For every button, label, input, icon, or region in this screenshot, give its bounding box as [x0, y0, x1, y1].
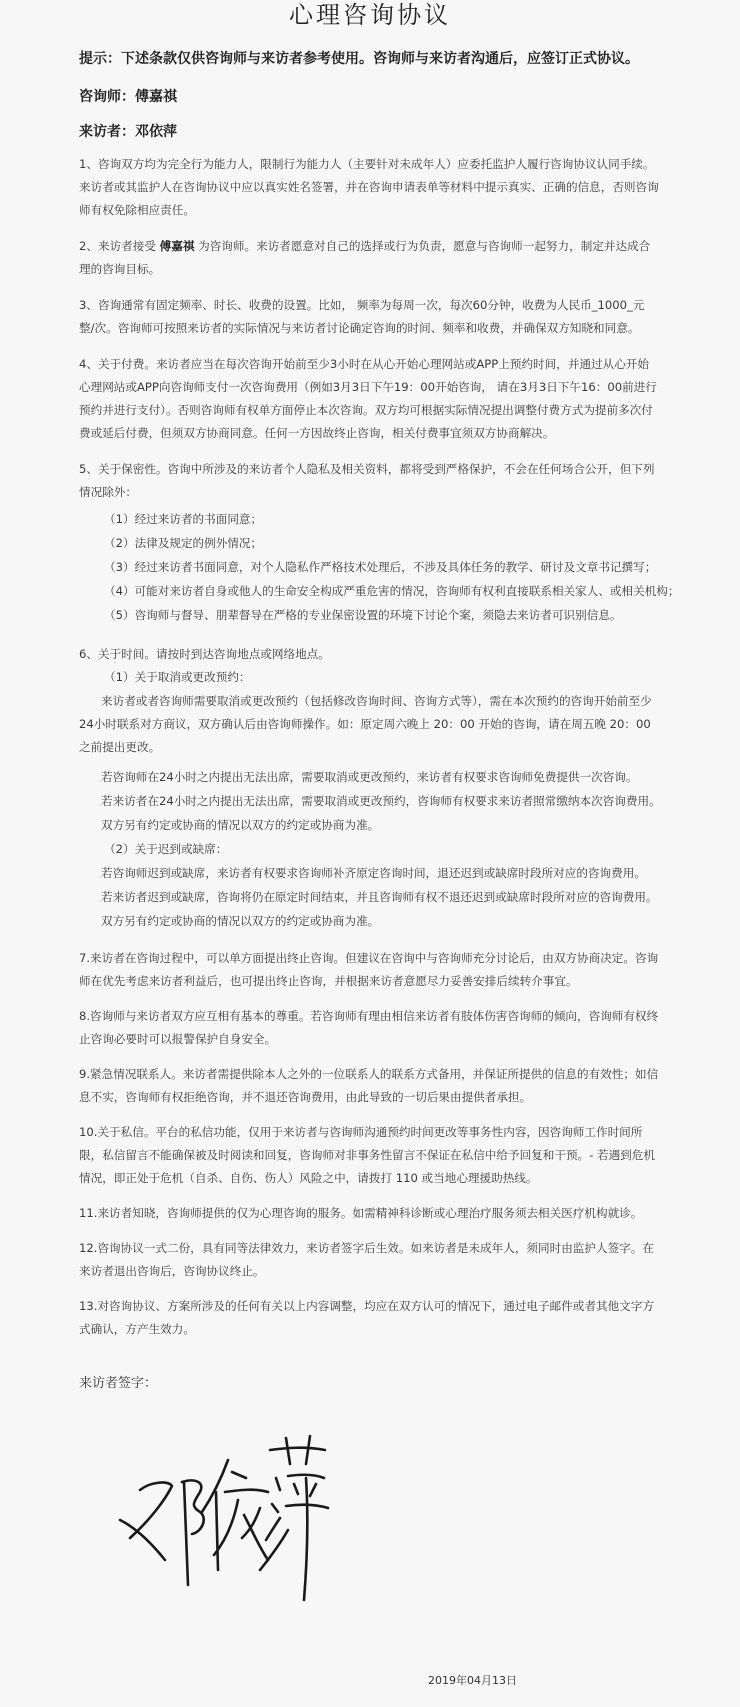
clause-3: 3、咨询通常有固定频率、时长、收费的设置。比如， 频率为每周一次，每次60分钟，收费为人民币_1000_元整/次。咨询师可按照来访者的实际情况与来访者讨论确定咨询的时间、频率和收费，并确保双方知晓和同意。 — [79, 298, 645, 335]
clause-2 — [79, 235, 659, 281]
client-line: 来访者：邓依萍 — [79, 124, 177, 140]
counselor-line: 咨询师：傅嘉祺 — [79, 89, 177, 105]
clause-11: 11.来访者知晓，咨询师提供的仅为心理咨询的服务。如需精神科诊断或心理治疗服务须去相关医疗机构就诊。 — [79, 1206, 643, 1220]
clause-5-item: （2）法律及规定的例外情况； — [104, 536, 263, 550]
clause-6-sub1-para: 来访者或者咨询师需要取消或更改预约（包括修改咨询时间、咨询方式等），需在本次预约的咨询开始前至少24小时联系对方商议，双方确认后由咨询师操作。如：原定周六晚上 20：00 开始的咨询，请在周五晚 20：00 之前提出更改。 — [79, 694, 652, 754]
clause-6-sub1-line: 双方另有约定或协商的情况以双方的约定或协商为准。 — [101, 818, 380, 832]
clause-7: 7.来访者在咨询过程中，可以单方面提出终止咨询。但建议在咨询中与咨询师充分讨论后，由双方协商决定。咨询师在优先考虑来访者利益后，也可提出终止咨询，并根据来访者意愿尽力妥善安排后续转介事宜。 — [79, 951, 659, 988]
clause-13: 13.对咨询协议、方案所涉及的任何有关以上内容调整，均应在双方认可的情况下，通过电子邮件或者其他文字方式确认，方产生效力。 — [79, 1299, 654, 1336]
clause-6-sub2-line: 若咨询师迟到或缺席，来访者有权要求咨询师补齐原定咨询时间，退还迟到或缺席时段所对应的咨询费用。 — [101, 866, 646, 880]
clause-2-post: 为咨询师。来访者愿意对自己的选择或行为负责，愿意与咨询师一起努力，制定并达成合理的咨询目标。 — [79, 239, 651, 276]
clause-12: 12.咨询协议一式二份，具有同等法律效力，来访者签字后生效。如来访者是未成年人，须同时由监护人签字。在来访者退出咨询后，咨询协议终止。 — [79, 1241, 654, 1278]
signature-label: 来访者签字： — [79, 1376, 158, 1391]
clause-9: 9.紧急情况联系人。来访者需提供除本人之外的一位联系人的联系方式备用，并保证所提供的信息的有效性；如信息不实，咨询师有权拒绝咨询，并不退还咨询费用，由此导致的一切后果由提供者承担。 — [79, 1067, 659, 1104]
clause-10: 10.关于私信。平台的私信功能，仅用于来访者与咨询师沟通预约时间更改等事务性内容，因咨询师工作时间所限，私信留言不能确保被及时阅读和回复，咨询师对非事务性留言不保证在私信中给予回复和干预。- 若遇到危机情况，即正处于危机（自杀、自伤、伤人）风险之中，请拨打 110 或当地心理援助热线。 — [79, 1125, 655, 1185]
clause-6-sub2-line: 若来访者迟到或缺席，咨询将仍在原定时间结束，并且咨询师有权不退还迟到或缺席时段所对应的咨询费用。 — [101, 890, 658, 904]
clause-6-intro: 6、关于时间。请按时到达咨询地点或网络地点。 — [79, 647, 330, 661]
clause-8: 8.咨询师与来访者双方应互相有基本的尊重。若咨询师有理由相信来访者有肢体伤害咨询师的倾向，咨询师有权终止咨询必要时可以报警保护自身安全。 — [79, 1009, 659, 1046]
clause-1: 1、咨询双方均为完全行为能力人，限制行为能力人（主要针对未成年人）应委托监护人履行咨询协议认同手续。来访者或其监护人在咨询协议中应以真实姓名签署，并在咨询申请表单等材料中提示真实、正确的信息，否则咨询师有权免除相应责任。 — [79, 157, 659, 217]
clause-4: 4、关于付费。来访者应当在每次咨询开始前至少3小时在从心开始心理网站或APP上预约时间，并通过从心开始心理网站或APP向咨询师支付一次咨询费用（例如3月3日下午19：00开始咨询， 请在3月3日下午16：00前进行预约并进行支付）。否则咨询师有权单方面停止本次咨询。双方均可根据实际情况提出调整付费方式为提前多次付费或延后付费，但须双方协商同意。任何一方因故终止咨询，相关付费事宜须双方协商解决。 — [79, 357, 657, 440]
clause-6-sub2-title: （2）关于迟到或缺席： — [104, 842, 228, 856]
clause-5-item: （3）经过来访者书面同意，对个人隐私作严格技术处理后，不涉及具体任务的教学、研讨及文章书记撰写； — [104, 560, 657, 574]
clause-5-intro: 5、关于保密性。咨询中所涉及的来访者个人隐私及相关资料，都将受到严格保护，不会在任何场合公开，但下列情况除外： — [79, 462, 655, 499]
clause-6-sub1-line: 若咨询师在24小时之内提出无法出席，需要取消或更改预约，来访者有权要求咨询师免费提供一次咨询。 — [101, 770, 638, 784]
clause-2-pre: 2、来访者接受 — [79, 239, 160, 253]
clause-5-item: （5）咨询师与督导、朋辈督导在严格的专业保密设置的环境下讨论个案，须隐去来访者可识别信息。 — [104, 608, 622, 622]
clause-5-item: （4）可能对来访者自身或他人的生命安全构成严重危害的情况，咨询师有权利直接联系相关家人、或相关机构； — [104, 584, 680, 598]
notice: 提示：下述条款仅供咨询师与来访者参考使用。咨询师与来访者沟通后，应签订正式协议。 — [79, 51, 639, 67]
clause-6-sub1-title: （1）关于取消或更改预约： — [104, 670, 251, 684]
clause-2-counselor-name: 傅嘉祺 — [159, 239, 195, 253]
sign-date: 2019年04月13日 — [428, 1674, 517, 1687]
clause-6-sub1-line: 若来访者在24小时之内提出无法出席，需要取消或更改预约，咨询师有权要求来访者照常缴纳本次咨询费用。 — [101, 794, 661, 808]
page-title: 心理咨询协议 — [289, 1, 451, 29]
clause-5-item: （1）经过来访者的书面同意； — [104, 512, 263, 526]
client-signature — [110, 1420, 340, 1620]
clause-6-sub2-line: 双方另有约定或协商的情况以双方的约定或协商为准。 — [101, 914, 380, 928]
